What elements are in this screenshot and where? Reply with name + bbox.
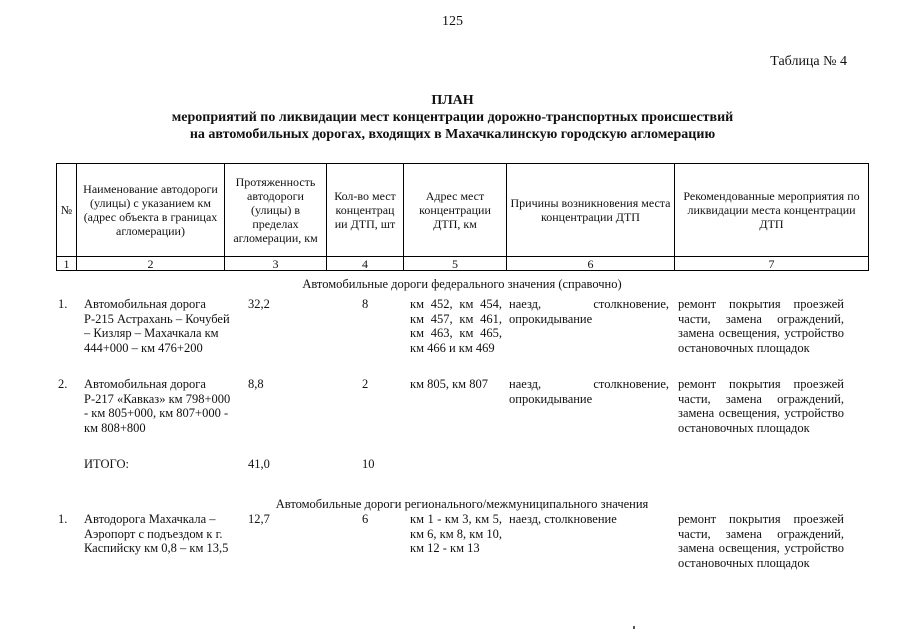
table-row bbox=[56, 377, 868, 457]
section-regional: Автомобильные дороги регионального/межмуниципального значения bbox=[275, 497, 649, 511]
road-length: 12,7 bbox=[248, 512, 270, 526]
accident-address: км 452, км 454, км 457, км 461, км 463, км 465, км 466 и км 469 bbox=[410, 297, 502, 355]
total-row bbox=[56, 457, 868, 497]
accident-count: 8 bbox=[362, 297, 369, 311]
column-number: 6 bbox=[507, 257, 675, 271]
total-length: 41,0 bbox=[248, 457, 270, 471]
header-length: Протяженность автодороги (улицы) в пределах агломерации, км bbox=[225, 164, 327, 257]
column-number: 4 bbox=[327, 257, 404, 271]
scan-artifact bbox=[633, 626, 635, 629]
title-line-1: ПЛАН bbox=[431, 93, 474, 108]
header-causes: Причины возникновения места концентрации ДТП bbox=[507, 164, 675, 257]
plan-table-body bbox=[56, 277, 868, 592]
column-number: 1 bbox=[57, 257, 77, 271]
accident-cause: наезд, столкновение bbox=[509, 512, 617, 526]
road-name: Автомобильная дорога Р-215 Астрахань – Кочубей – Кизляр – Махачкала км 444+000 – км 476+200 bbox=[84, 297, 230, 355]
accident-cause: наезд, столкновение, опрокидывание bbox=[509, 297, 669, 326]
road-name: Автомобильная дорога Р-217 «Кавказ» км 798+000 - км 805+000, км 807+000 - км 808+800 bbox=[84, 377, 231, 435]
road-length: 32,2 bbox=[248, 297, 270, 311]
column-number: 5 bbox=[404, 257, 507, 271]
accident-count: 2 bbox=[362, 377, 369, 391]
accident-cause: наезд, столкновение, опрокидывание bbox=[509, 377, 669, 406]
accident-address: км 805, км 807 bbox=[410, 377, 488, 391]
header-count: Кол-во мест концентрац ии ДТП, шт bbox=[327, 164, 404, 257]
title-line-3: на автомобильных дорогах, входящих в Махачкалинскую городскую агломерацию bbox=[189, 127, 716, 142]
header-measures: Рекомендованные мероприятия по ликвидации места концентрации ДТП bbox=[675, 164, 869, 257]
header-road-name: Наименование автодороги (улицы) с указанием км (адрес объекта в границах агломерации) bbox=[77, 164, 225, 257]
column-number: 7 bbox=[675, 257, 869, 271]
header-address: Адрес мест концентрации ДТП, км bbox=[404, 164, 507, 257]
title-line-2: мероприятий по ликвидации мест концентрации дорожно-транспортных происшествий bbox=[171, 110, 734, 125]
road-length: 8,8 bbox=[248, 377, 264, 391]
plan-table-header bbox=[56, 163, 869, 271]
accident-count: 6 bbox=[362, 512, 369, 526]
road-name: Автодорога Махачкала – Аэропорт с подъездом к г. Каспийску км 0,8 – км 13,5 bbox=[84, 512, 229, 555]
total-label: ИТОГО: bbox=[84, 457, 129, 471]
table-row bbox=[56, 512, 868, 592]
document-title bbox=[0, 92, 905, 143]
table-row bbox=[56, 297, 868, 377]
column-number: 2 bbox=[77, 257, 225, 271]
recommended-measures: ремонт покрытия проезжей части, замена ограждений, замена освещения, устройство остановочных площадок bbox=[678, 377, 844, 435]
recommended-measures: ремонт покрытия проезжей части, замена ограждений, замена освещения, устройство остановочных площадок bbox=[678, 297, 844, 355]
row-number: 2. bbox=[58, 377, 68, 391]
column-number: 3 bbox=[225, 257, 327, 271]
recommended-measures: ремонт покрытия проезжей части, замена ограждений, замена освещения, устройство остановочных площадок bbox=[678, 512, 844, 570]
accident-address: км 1 - км 3, км 5, км 6, км 8, км 10, км 12 - км 13 bbox=[410, 512, 502, 555]
row-number: 1. bbox=[58, 512, 68, 526]
row-number: 1. bbox=[58, 297, 68, 311]
header-number: № bbox=[57, 164, 77, 257]
total-count: 10 bbox=[362, 457, 375, 471]
table-label: Таблица № 4 bbox=[770, 54, 847, 69]
page-number: 125 bbox=[442, 14, 463, 29]
section-federal: Автомобильные дороги федерального значения (справочно) bbox=[302, 277, 622, 291]
